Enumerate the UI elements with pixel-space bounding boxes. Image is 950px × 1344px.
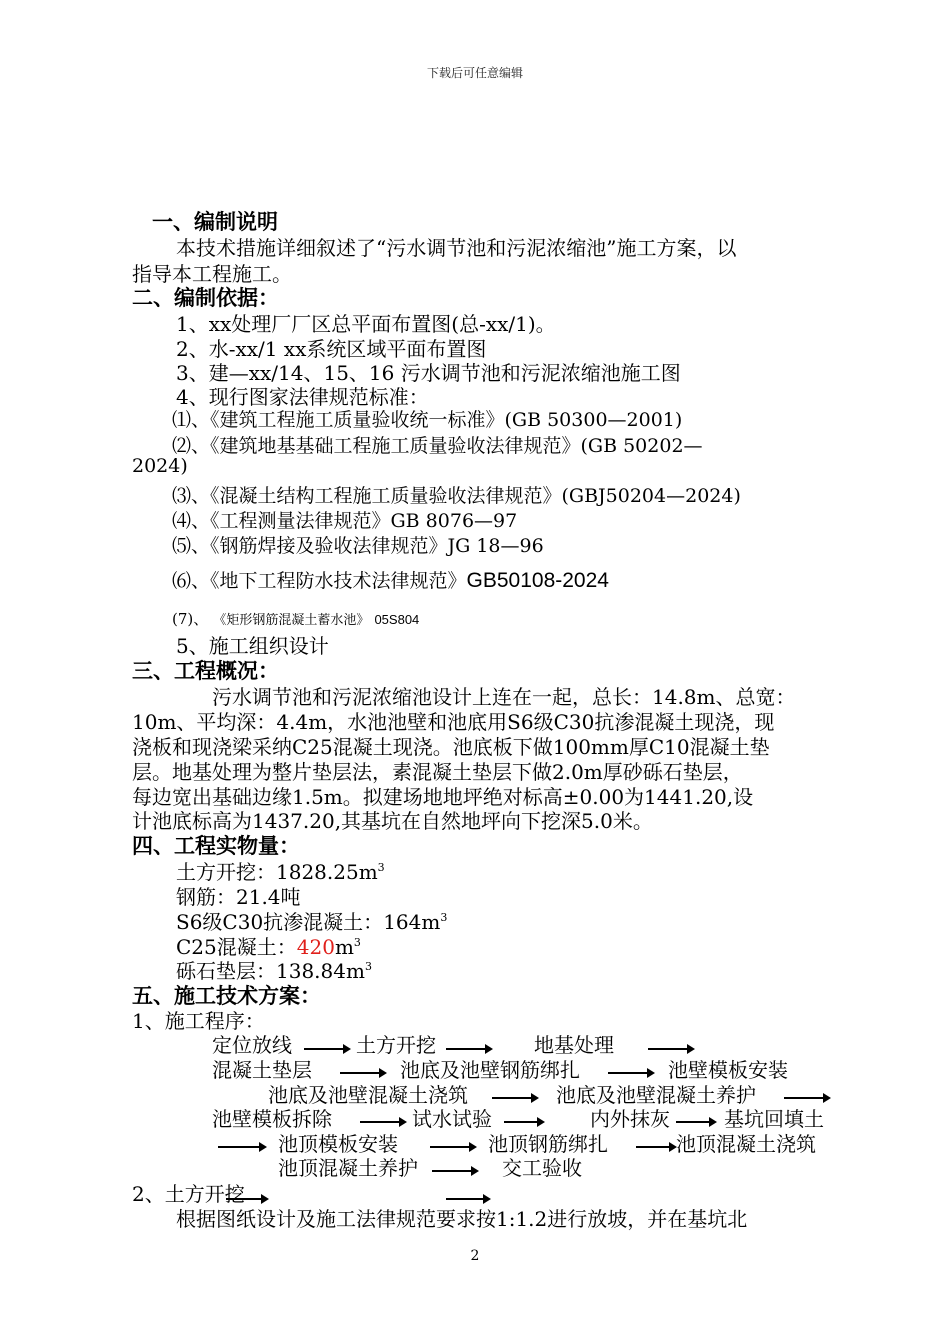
flow-step: 内外抹灰	[590, 1107, 670, 1131]
flow-arrow-icon	[432, 1170, 476, 1172]
flow-step: 交工验收	[502, 1156, 582, 1180]
section-2-title: 二、编制依据：	[132, 286, 279, 310]
flow-arrow-icon	[430, 1146, 474, 1148]
flow-arrow-icon	[360, 1121, 404, 1123]
overview-line-2: 10m、平均深：4.4m，水池池壁和池底用S6级C30抗渗混凝土现浇，现	[132, 710, 775, 734]
flow-step: 池顶混凝土浇筑	[676, 1132, 816, 1156]
flow-arrow-icon	[446, 1198, 488, 1200]
overview-line-5: 每边宽出基础边缘1.5m。拟建场地地坪绝对标高±0.00为1441.20,设	[132, 785, 754, 809]
flow-step: 池顶钢筋绑扎	[488, 1132, 608, 1156]
section-1-title: 一、编制说明	[152, 210, 278, 234]
s1-paragraph-line-2: 指导本工程施工。	[132, 262, 292, 286]
basis-item-4: 4、现行图家法律规范标准：	[176, 385, 429, 409]
excavation-paragraph: 根据图纸设计及施工法律规范要求按1:1.2进行放坡，并在基坑北	[176, 1207, 748, 1231]
quantity-label: S6级C30抗渗混凝土：	[176, 910, 384, 934]
standard-7	[172, 608, 419, 629]
flow-arrow-icon	[304, 1048, 348, 1050]
page-header: 下载后可任意编辑	[426, 66, 523, 80]
flow-step: 基坑回填土	[724, 1107, 824, 1131]
standard-6	[172, 566, 609, 593]
overview-line-1: 污水调节池和污泥浓缩池设计上连在一起，总长：14.8m、总宽：	[212, 685, 796, 709]
section-5-title: 五、施工技术方案：	[132, 984, 321, 1008]
quantity-label: C25混凝土：	[176, 935, 297, 959]
section-3-title: 三、工程概况：	[132, 659, 279, 683]
standard-5: ⑸、《钢筋焊接及验收法律规范》JG 18—96	[172, 535, 544, 557]
flow-step: 试水试验	[412, 1107, 492, 1131]
unit-superscript: 3	[353, 936, 361, 949]
subsection-procedure: 1、施工程序：	[132, 1009, 265, 1033]
flow-step: 池底及池壁钢筋绑扎	[400, 1058, 580, 1082]
standard-2-line-2: 2024)	[132, 455, 188, 477]
unit-superscript: 3	[440, 911, 448, 924]
flow-step: 池壁模板拆除	[212, 1107, 332, 1131]
flow-step: 池壁模板安装	[668, 1058, 788, 1082]
quantity-label: 砾石垫层：	[176, 959, 276, 983]
basis-item-3: 3、建—xx/14、15、16 污水调节池和污泥浓缩池施工图	[176, 361, 681, 385]
flow-step: 土方开挖	[356, 1033, 436, 1057]
subsection-excavation: 2、土方开挖	[132, 1182, 245, 1206]
quantity-value: 1828.25m	[276, 860, 378, 884]
flow-step: 池底及池壁混凝土养护	[556, 1083, 756, 1107]
flow-arrow-icon	[340, 1072, 384, 1074]
flow-step: 混凝土垫层	[212, 1058, 312, 1082]
flow-arrow-icon	[676, 1121, 714, 1123]
basis-item-5: 5、施工组织设计	[176, 634, 329, 658]
quantity-label: 土方开挖：	[176, 860, 276, 884]
standard-3: ⑶、《混凝土结构工程施工质量验收法律规范》(GBJ50204—2024)	[172, 485, 741, 507]
flow-arrow-icon	[648, 1048, 692, 1050]
standard-6-title: ⑹、《地下工程防水技术法律规范》	[172, 570, 467, 592]
flow-step: 定位放线	[212, 1033, 292, 1057]
unit-superscript: 3	[364, 960, 372, 973]
quantity-label: 钢筋：	[176, 885, 236, 909]
overview-line-6: 计池底标高为1437.20,其基坑在自然地坪向下挖深5.0米。	[132, 809, 653, 833]
standard-2-line-1: ⑵、《建筑地基基础工程施工质量验收法律规范》(GB 50202—	[172, 435, 703, 457]
flow-step: 池顶混凝土养护	[278, 1156, 418, 1180]
flow-step: 池顶模板安装	[278, 1132, 398, 1156]
basis-item-2: 2、水-xx/1 xx系统区域平面布置图	[176, 337, 487, 361]
overview-line-3: 浇板和现浇梁采纳C25混凝土现浇。池底板下做100mm厚C10混凝土垫	[132, 735, 770, 759]
standard-4: ⑷、《工程测量法律规范》GB 8076—97	[172, 510, 518, 532]
s1-paragraph-line-1: 本技术措施详细叙述了“污水调节池和污泥浓缩池”施工方案，以	[176, 236, 737, 260]
quantity-unit: m	[334, 935, 354, 959]
flow-arrow-icon	[492, 1097, 536, 1099]
flow-arrow-icon	[446, 1048, 490, 1050]
flow-arrow-icon	[504, 1121, 542, 1123]
overview-line-4: 层。地基处理为整片垫层法，素混凝土垫层下做2.0m厚砂砾石垫层，	[132, 760, 743, 784]
standard-7-code: 05S804	[374, 612, 420, 627]
quantity-value: 21.4吨	[236, 885, 301, 909]
standard-7-number: (7)、	[172, 610, 209, 628]
quantity-value: 138.84m	[276, 959, 365, 983]
quantity-value-highlight: 420	[296, 935, 335, 959]
quantity-value: 164m	[383, 910, 441, 934]
unit-superscript: 3	[377, 861, 385, 874]
flow-step: 池底及池壁混凝土浇筑	[268, 1083, 468, 1107]
flow-step: 地基处理	[534, 1033, 614, 1057]
flow-arrow-icon	[784, 1097, 828, 1099]
standard-1: ⑴、《建筑工程施工质量验收统一标准》(GB 50300—2001)	[172, 409, 683, 431]
flow-arrow-icon	[218, 1146, 264, 1148]
flow-arrow-icon	[608, 1072, 652, 1074]
standard-7-title: 《矩形钢筋混凝土蓄水池》	[213, 613, 370, 628]
flow-arrow-icon	[636, 1146, 674, 1148]
basis-item-1: 1、xx处理厂厂区总平面布置图(总-xx/1)。	[176, 312, 556, 336]
page-number: 2	[470, 1248, 480, 1264]
standard-6-code: GB50108-2024	[466, 569, 609, 592]
section-4-title: 四、工程实物量：	[132, 834, 300, 858]
